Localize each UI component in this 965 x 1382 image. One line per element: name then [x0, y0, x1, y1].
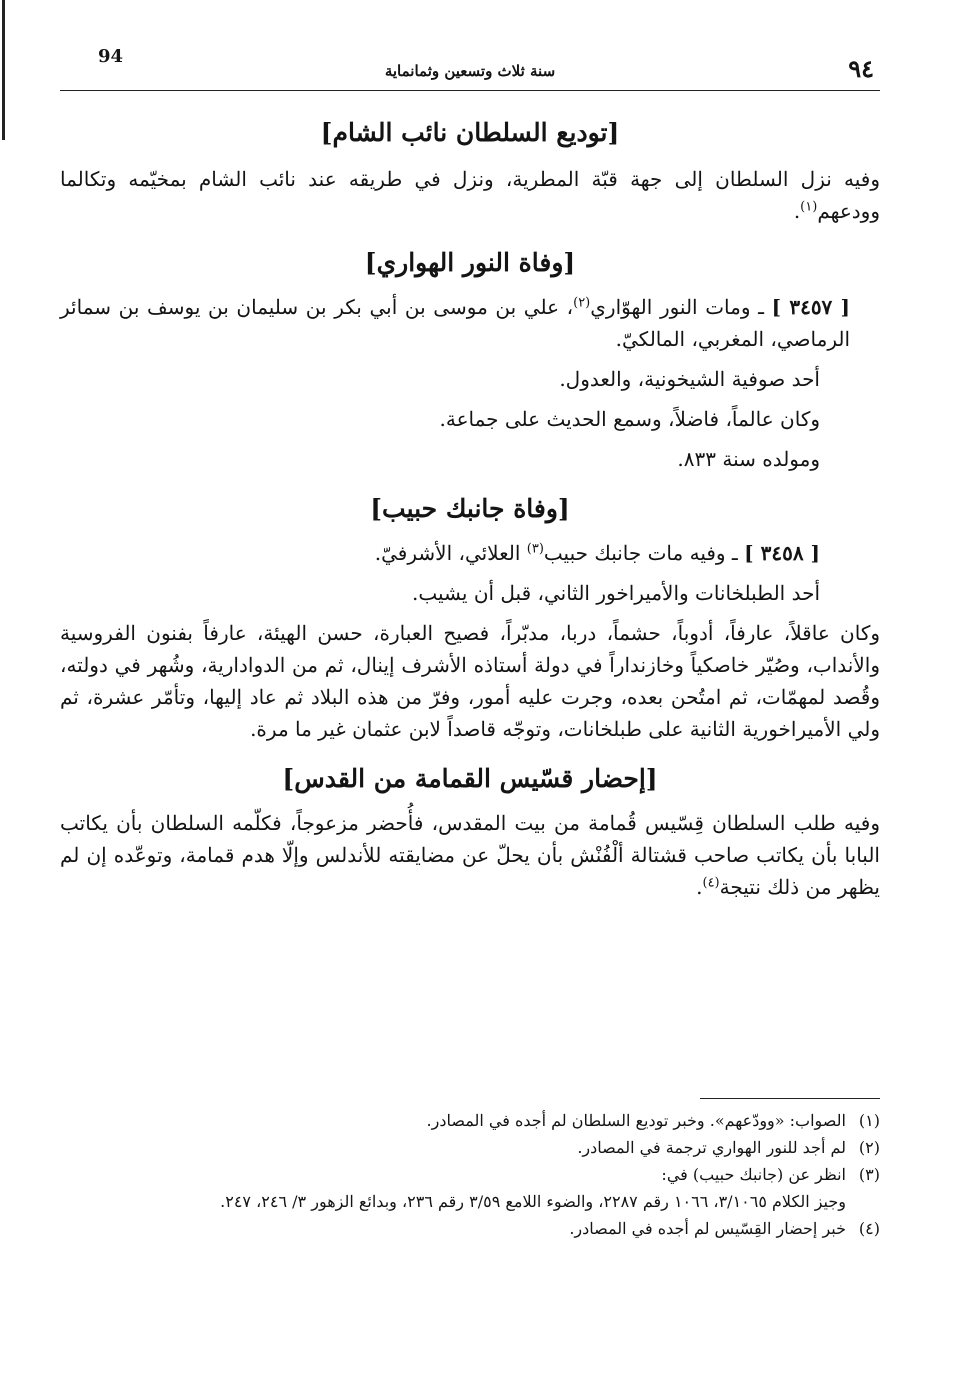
paragraph: أحد صوفية الشيخونية، والعدول.	[559, 367, 820, 391]
footnote: (٢)لم أجد للنور الهواري ترجمة في المصادر.	[60, 1134, 880, 1161]
footnote-ref: (٣)	[526, 541, 544, 557]
footnotes	[60, 1098, 880, 1242]
footnote-separator	[700, 1098, 880, 1099]
page-edge-line	[2, 0, 5, 140]
paragraph: وفيه نزل السلطان إلى جهة قبّة المطرية، ونزل في طريقه عند نائب الشام بمخيّمه وتكالما وودعهم$^{(١)}$.	[60, 167, 880, 223]
page-number-arabic: ٩٤	[848, 54, 874, 83]
footnote-ref: (٤)	[702, 875, 720, 891]
footnote-ref: (٢)	[573, 295, 591, 311]
page-number-latin: 94	[98, 46, 124, 67]
section-heading: [وفاة النور الهواري]	[364, 248, 576, 277]
paragraph: وفيه طلب السلطان قِسّيس قُمامة من بيت المقدس، فأُحضر مزعوجاً، فكلّمه السلطان بأن يكاتب البابا بأن يكاتب صاحب قشتالة ألْفُنْش بأن يحلّ عن مضايقته للأندلس وإلّا هدم قمامة، وتوعّده إن لم يظهر من ذلك نتيجة$^{(٤)}$.	[60, 811, 880, 899]
footnote: (١)الصواب: «وودّعهم». وخبر توديع السلطان لم أجده في المصادر.	[60, 1107, 880, 1134]
paragraph: [ ٣٤٥٧ ] ـ ومات النور الهوّاري$^{(٢)}$، علي بن موسى بن أبي بكر بن سليمان بن يوسف بن سمائر الرماصي، المغربي، المالكيّ.	[60, 295, 850, 351]
section-heading: [إحضار قسّيس القمامة من القدس]	[282, 764, 658, 793]
paragraph: ومولده سنة ٨٣٣.	[677, 447, 820, 471]
paragraph: وكان عالماً، فاضلاً، وسمع الحديث على جماعة.	[439, 407, 820, 431]
book-page	[60, 40, 880, 1370]
footnote-continuation: وجيز الكلام ٣/١٠٦٥، ١٠٦٦ رقم ٢٢٨٧، والضوء اللامع ٣/٥٩ رقم ٢٣٦، وبدائع الزهور ٣/ ٢٤٦، ٢٤٧.	[220, 1192, 846, 1211]
paragraph: وكان عاقلاً، عارفاً، أدوباً، حشماً، دربا، مدبّراً، فصيح العبارة، حسن الهيئة، عارفاً بفنون الفروسية والأنداب، وصُيّر خاصكياً وخازنداراً في دولة أستاذه الأشرف إينال، ثم من الدوادارية، وشُهر في دولته، وقُصد لمهمّات، ثم امتُحن بعده، وجرت عليه أمور، وفرّ من هذه البلاد ثم عاد إليها، وتأمّر عشرة، ثم ولي الأميراخورية الثانية على طبلخانات، وتوجّه قاصداً لابن عثمان غير ما مرة.	[60, 621, 881, 741]
footnote: (٤)خبر إحضار القِسّيس لم أجده في المصادر.	[60, 1215, 880, 1242]
running-title: سنة ثلاث وتسعين وثمانماية	[384, 62, 556, 80]
footnote: (٣)انظر عن (جانبك حبيب) في:	[60, 1161, 880, 1188]
main-text	[60, 113, 880, 903]
entry-number: [ ٣٤٥٨ ]	[744, 541, 820, 565]
paragraph: [ ٣٤٥٨ ] ـ وفيه مات جانبك حبيب$^{(٣)}$ العلائي، الأشرفيّ.	[374, 541, 820, 565]
entry-number: [ ٣٤٥٧ ]	[771, 295, 850, 319]
paragraph: أحد الطبلخانات والأميراخور الثاني، قبل أن يشيب.	[412, 581, 820, 605]
page-header	[60, 40, 880, 91]
footnote-ref: (١)	[800, 199, 818, 215]
footnote-number: (٤)	[858, 1219, 880, 1238]
footnote-number: (١)	[858, 1111, 880, 1130]
footnote-number: (٢)	[858, 1138, 880, 1157]
section-heading: [توديع السلطان نائب الشام]	[320, 118, 620, 147]
section-heading: [وفاة جانبك حبيب]	[370, 494, 570, 523]
footnote-number: (٣)	[858, 1165, 880, 1184]
